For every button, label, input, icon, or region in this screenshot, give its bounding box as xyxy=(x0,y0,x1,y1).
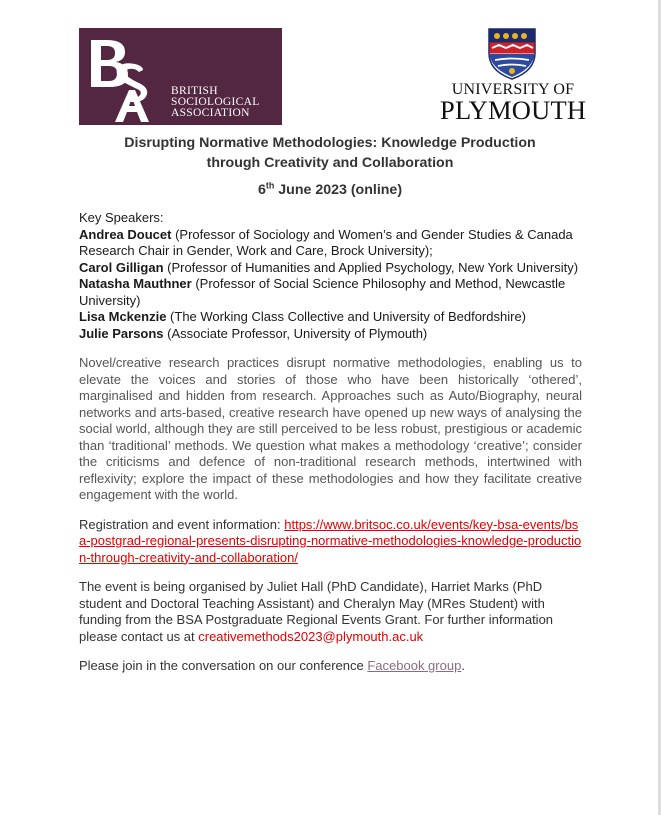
bsa-wordmark xyxy=(171,86,260,119)
date-day: 6 xyxy=(257,182,266,198)
speaker-detail: (Professor of Sociology and Women’s and Gender Studies & Canada Research Chair in Gender, Work and Care, Brock University); xyxy=(79,226,573,258)
speaker-item xyxy=(79,326,582,343)
speaker-name: Julie Parsons xyxy=(79,325,164,341)
speaker-name: Lisa Mckenzie xyxy=(79,309,167,324)
speaker-item xyxy=(79,260,582,277)
speaker-name: Andrea Doucet xyxy=(79,226,172,242)
speaker-item xyxy=(79,276,582,309)
join-text: Please join in the conversation on our conference xyxy=(79,658,368,673)
event-description: Novel/creative research practices disrupt normative methodologies, enabling us to elevate the voices and stories of those who have been historically ‘othered’, marginalised and hidden from research. Approaches such as Auto/Biography, neural networks and arts-based, creative research have opened up new ways of analysing the social world, although they are still perceived to be less robust, prestigious or academic than ‘traditional’ methods. We question what makes a methodology ‘creative’; consider the criticisms and defence of non-traditional research methods, intertwined with reflexivity; explore the impact of these methodologies and how they facilitate creative engagement with the world. xyxy=(79,355,582,502)
bsa-word-3: ASSOCIATION xyxy=(171,107,250,119)
bsa-word-1: BRITISH xyxy=(171,85,218,97)
event-date xyxy=(60,181,600,199)
speaker-detail: (The Working Class Collective and University of Bedfordshire) xyxy=(166,309,527,324)
plymouth-crest-icon xyxy=(487,27,537,81)
title-line-2: through Creativity and Collaboration xyxy=(206,155,454,171)
registration-label: Registration and event information: xyxy=(79,516,285,532)
speakers-heading: Key Speakers: xyxy=(79,210,164,225)
organisers-text: The event is being organised by Juliet Hall (PhD Candidate), Harriet Marks (PhD student and Doctoral Teaching Assistant) and Cheralyn May (MRes Student) with funding from the BSA Postgraduate Regional Events Grant. For further information please contact us at xyxy=(79,579,554,644)
document-body xyxy=(79,210,582,675)
speaker-detail: (Professor of Social Science Philosophy and Method, Newcastle University) xyxy=(79,276,566,308)
speaker-item xyxy=(79,227,582,260)
join-end: . xyxy=(461,658,465,673)
facebook-group-link[interactable]: Facebook group xyxy=(367,658,462,673)
plymouth-univ-text: UNIVERSITY OF xyxy=(451,81,575,98)
join-info xyxy=(79,658,582,675)
bsa-monogram-icon xyxy=(85,34,171,124)
bsa-logo xyxy=(79,28,282,125)
date-suffix: th xyxy=(265,180,275,191)
bsa-word-2: SOCIOLOGICAL xyxy=(171,96,260,108)
date-rest: June 2023 (online) xyxy=(274,182,403,198)
organisers-info xyxy=(79,579,582,645)
plymouth-name-text: PLYMOUTH xyxy=(440,95,587,125)
title-line-1: Disrupting Normative Methodologies: Knowledge Production xyxy=(124,135,536,151)
speaker-name: Carol Gilligan xyxy=(79,259,164,275)
registration-link[interactable]: https://www.britsoc.co.uk/events/key-bsa-events/bsa-postgrad-regional-presents-disrupting-normative-methodologies-knowledge-production-through-creativity-and-collaboration/ xyxy=(79,516,582,565)
speaker-item xyxy=(79,309,582,326)
speaker-detail: (Associate Professor, University of Plymouth) xyxy=(163,325,428,341)
page-title xyxy=(60,133,600,173)
contact-email-link[interactable]: creativemethods2023@plymouth.ac.uk xyxy=(198,628,424,644)
speaker-detail: (Professor of Humanities and Applied Psychology, New York University) xyxy=(163,259,579,275)
speaker-name: Natasha Mauthner xyxy=(79,276,192,291)
registration-info xyxy=(79,517,582,567)
